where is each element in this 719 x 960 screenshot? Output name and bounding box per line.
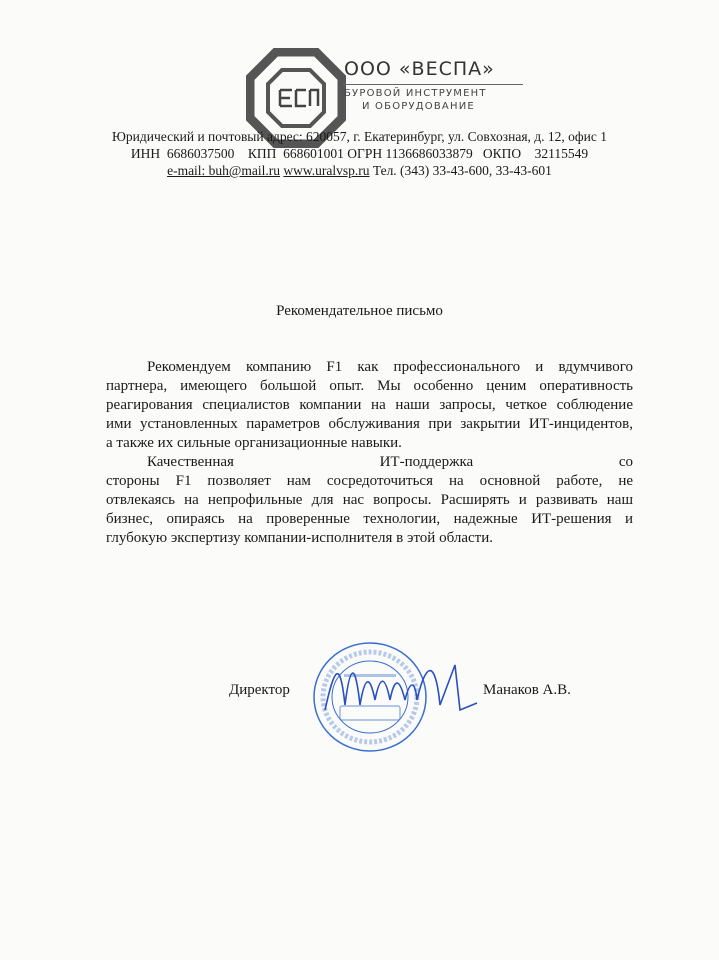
address: Юридический и почтовый адрес: 620057, г. Екатеринбург, ул. Совхозная, д. 12, офис 1 (112, 129, 607, 144)
registry-numbers: ИНН 6686037500 КПП 668601001 ОГРН 1136686033879 ОКПО 32115549 (130, 146, 589, 161)
body-line: Качественная ИТ-поддержка со (147, 454, 633, 470)
logo-divider (343, 84, 523, 85)
body-line: партнера, имеющего большой опыт. Мы особенно ценим оперативность (106, 378, 633, 394)
signer-position: Директор (229, 682, 290, 698)
company-name: ООО «ВЕСПА» (344, 58, 495, 80)
tagline: БУРОВОЙ ИНСТРУМЕНТ (344, 88, 487, 99)
letter-title: Рекомендательное письмо (276, 303, 443, 319)
body-line: стороны F1 позволяет нам сосредоточиться на основной работе, не (106, 473, 633, 489)
body-line: бизнес, опираясь на проверенные технологии, надежные ИТ-решения и (106, 511, 633, 527)
body-line: глубокую экспертизу компании-исполнителя в этой области. (106, 530, 493, 546)
tagline: И ОБОРУДОВАНИЕ (362, 101, 475, 112)
phone: Тел. (343) 33-43-600, 33-43-601 (372, 163, 552, 178)
handwritten-signature (315, 645, 480, 725)
body-line: ими установленных параметров обслуживания при закрытии ИТ-инцидентов, (106, 416, 633, 432)
contacts (0, 162, 719, 179)
signer-name: Манаков А.В. (483, 682, 571, 698)
website-link[interactable]: www.uralvsp.ru (283, 163, 370, 178)
body-line: отвлекаясь на непрофильные для нас вопросы. Расширять и развивать наш (106, 492, 633, 508)
email-link[interactable]: e-mail: buh@mail.ru (167, 163, 280, 178)
letter-body (106, 358, 633, 548)
body-line: реагирования специалистов компании на наши запросы, четкое соблюдение (106, 397, 633, 413)
body-line: а также их сильные организационные навыки. (106, 435, 402, 451)
body-line: Рекомендуем компанию F1 как профессионального и вдумчивого (147, 359, 633, 375)
